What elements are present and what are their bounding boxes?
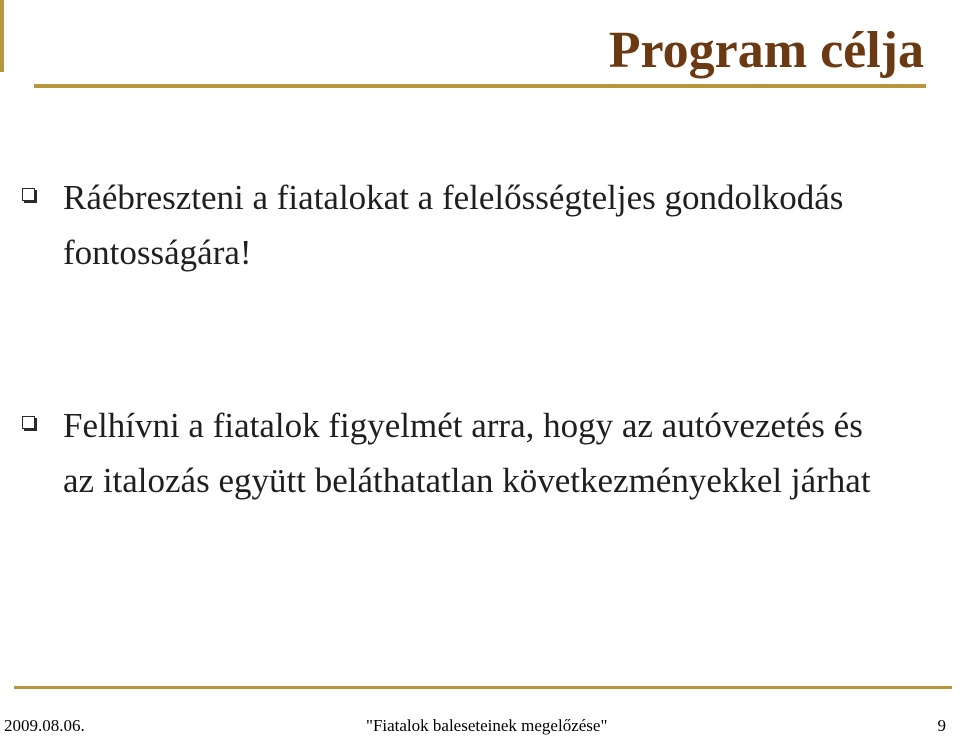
title-underline-rule bbox=[34, 84, 926, 88]
left-accent-rule bbox=[0, 0, 4, 72]
footer-date: 2009.08.06. bbox=[4, 716, 85, 735]
bullet-text: Ráébreszteni a fiatalokat a felelősségteljes gondolkodás fontosságára! bbox=[63, 178, 844, 272]
square-bullet-icon bbox=[22, 188, 35, 201]
footer-title: "Fiatalok baleseteinek megelőzése" bbox=[366, 716, 608, 735]
square-bullet-icon bbox=[22, 416, 35, 429]
footer-page-number: 9 bbox=[937, 716, 946, 735]
footer-rule bbox=[14, 686, 952, 689]
bullet-text: Felhívni a fiatalok figyelmét arra, hogy az autóvezetés és az italozás együtt beláthatatlan következményekkel járhat bbox=[63, 406, 871, 500]
slide-title: Program célja bbox=[608, 22, 924, 79]
